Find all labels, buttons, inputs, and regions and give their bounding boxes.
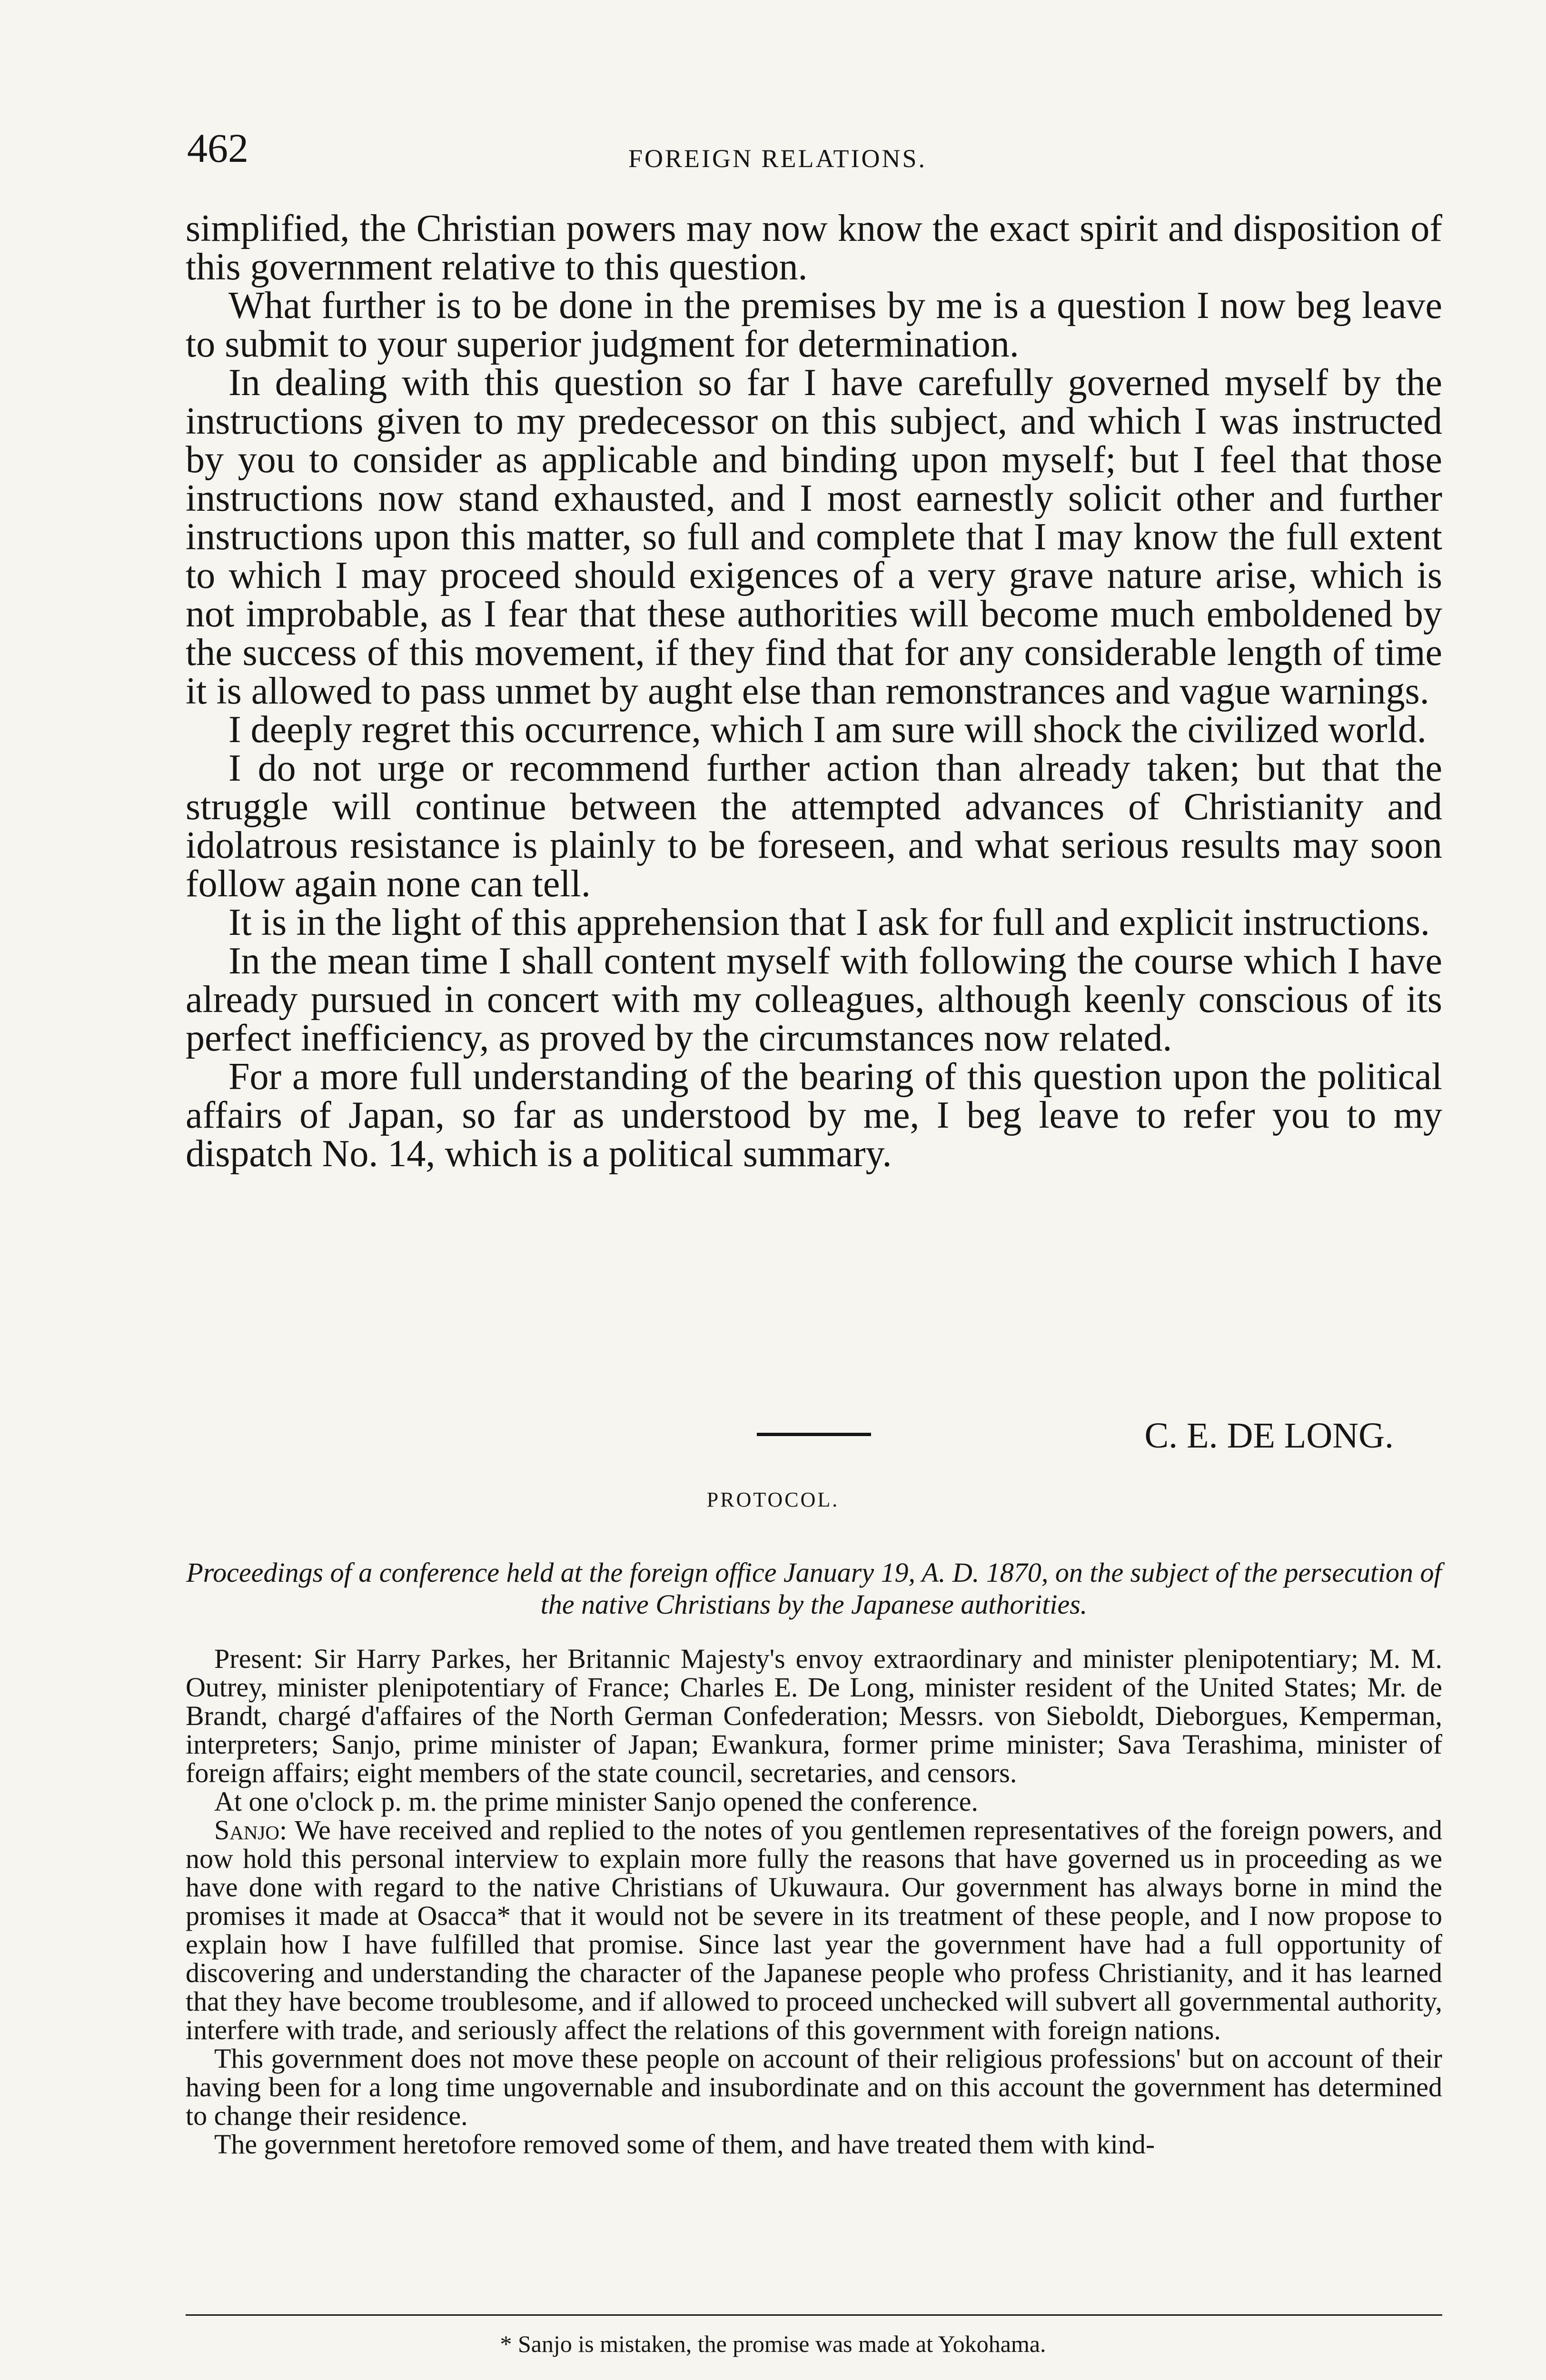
paragraph-7: In the mean time I shall content myself with following the course which I have already pursued in concert with my colleagues, although keenly conscious of its perfect inefficiency, as proved by the circumstances now related. [186, 940, 1442, 1059]
protocol-lead: Proceedings of a conference held at the foreign office January 19, A. D. 1870, on the subject of the persecution of the native Christians by the Japanese authorities. [186, 1557, 1442, 1620]
speech-paragraph-2: This government does not move these people on account of their religious professions' but on account of their having been for a long time ungovernable and insubordinate and on this account the government has determined to change their residence. [186, 2043, 1442, 2131]
speaker-label: Sanjo: [214, 1815, 287, 1845]
speech-paragraph-1 [186, 1816, 1442, 2044]
running-title: FOREIGN RELATIONS. [628, 144, 927, 173]
protocol-heading: PROTOCOL. [706, 1488, 840, 1511]
paragraph-2: What further is to be done in the premises by me is a question I now beg leave to submit to your superior judgment for determination. [186, 285, 1442, 365]
paragraph-3: In dealing with this question so far I have carefully governed myself by the instructions given to my predecessor on this subject, and which I was instructed by you to consider as applicable and binding upon myself; but I feel that those instructions now stand exhausted, and I most earnestly solicit other and further instructions upon this matter, so full and complete that I may know the full extent to which I may proceed should exigences of a very grave nature arise, which is not improbable, as I fear that these authorities will become much emboldened by the success of this movement, if they find that for any considerable length of time it is allowed to pass unmet by aught else than remonstrances and vague warnings. [186, 362, 1442, 712]
protocol-body [186, 1645, 1442, 2159]
present-paragraph: Present: Sir Harry Parkes, her Britannic Majesty's envoy extraordinary and minister plenipotentiary; M. M. Outrey, minister plenipotentiary of France; Charles E. De Long, minister resident of the United States; Mr. de Brandt, chargé d'affaires of the North German Confederation; Messrs. von Sieboldt, Dieborgues, Kemperman, interpreters; Sanjo, prime minister of Japan; Ewankura, former prime minister; Sava Terashima, minister of foreign affairs; eight members of the state council, secretaries, and censors. [186, 1643, 1442, 1788]
page-number: 462 [187, 125, 248, 171]
speech-text-1: We have received and replied to the notes of you gentlemen representatives of the foreign powers, and now hold this personal interview to explain more fully the reasons that have governed us in proceeding as we have done with regard to the native Christians of Ukuwaura. Our government has always borne in mind the promises it made at Osacca* that it would not be severe in its treatment of these people, and I now propose to explain how I have fulfilled that promise. Since last year the government have had a full opportunity of discovering and understanding the character of the Japanese people who profess Christianity, and it has learned that they have become troublesome, and if allowed to proceed unchecked will subvert all governmental authority, interfere with trade, and seriously affect the relations of this government with foreign nations. [186, 1815, 1443, 2045]
paragraph-6: It is in the light of this apprehension that I ask for full and explicit instructions. [228, 902, 1430, 943]
letter-body [186, 209, 1442, 1173]
footnote: * Sanjo is mistaken, the promise was made at Yokohama. [500, 2330, 1046, 2357]
section-divider [757, 1433, 871, 1436]
paragraph-4: I deeply regret this occurrence, which I am sure will shock the civilized world. [228, 709, 1427, 751]
opening-paragraph: At one o'clock p. m. the prime minister Sanjo opened the conference. [214, 1786, 978, 1817]
paragraph-5: I do not urge or recommend further action than already taken; but that the struggle will continue between the attempted advances of Christianity and idolatrous resistance is plainly to be foreseen, and what serious results may soon follow again none can tell. [186, 747, 1442, 905]
paragraph-1: simplified, the Christian powers may now know the exact spirit and disposition of this government relative to this question. [186, 208, 1442, 288]
paragraph-8: For a more full understanding of the bearing of this question upon the political affairs of Japan, so far as understood by me, I beg leave to refer you to my dispatch No. 14, which is a political summary. [186, 1056, 1442, 1175]
speech-paragraph-3: The government heretofore removed some of them, and have treated them with kind- [214, 2129, 1155, 2160]
signature: C. E. DE LONG. [1144, 1416, 1394, 1456]
footnote-rule [186, 2314, 1442, 2316]
